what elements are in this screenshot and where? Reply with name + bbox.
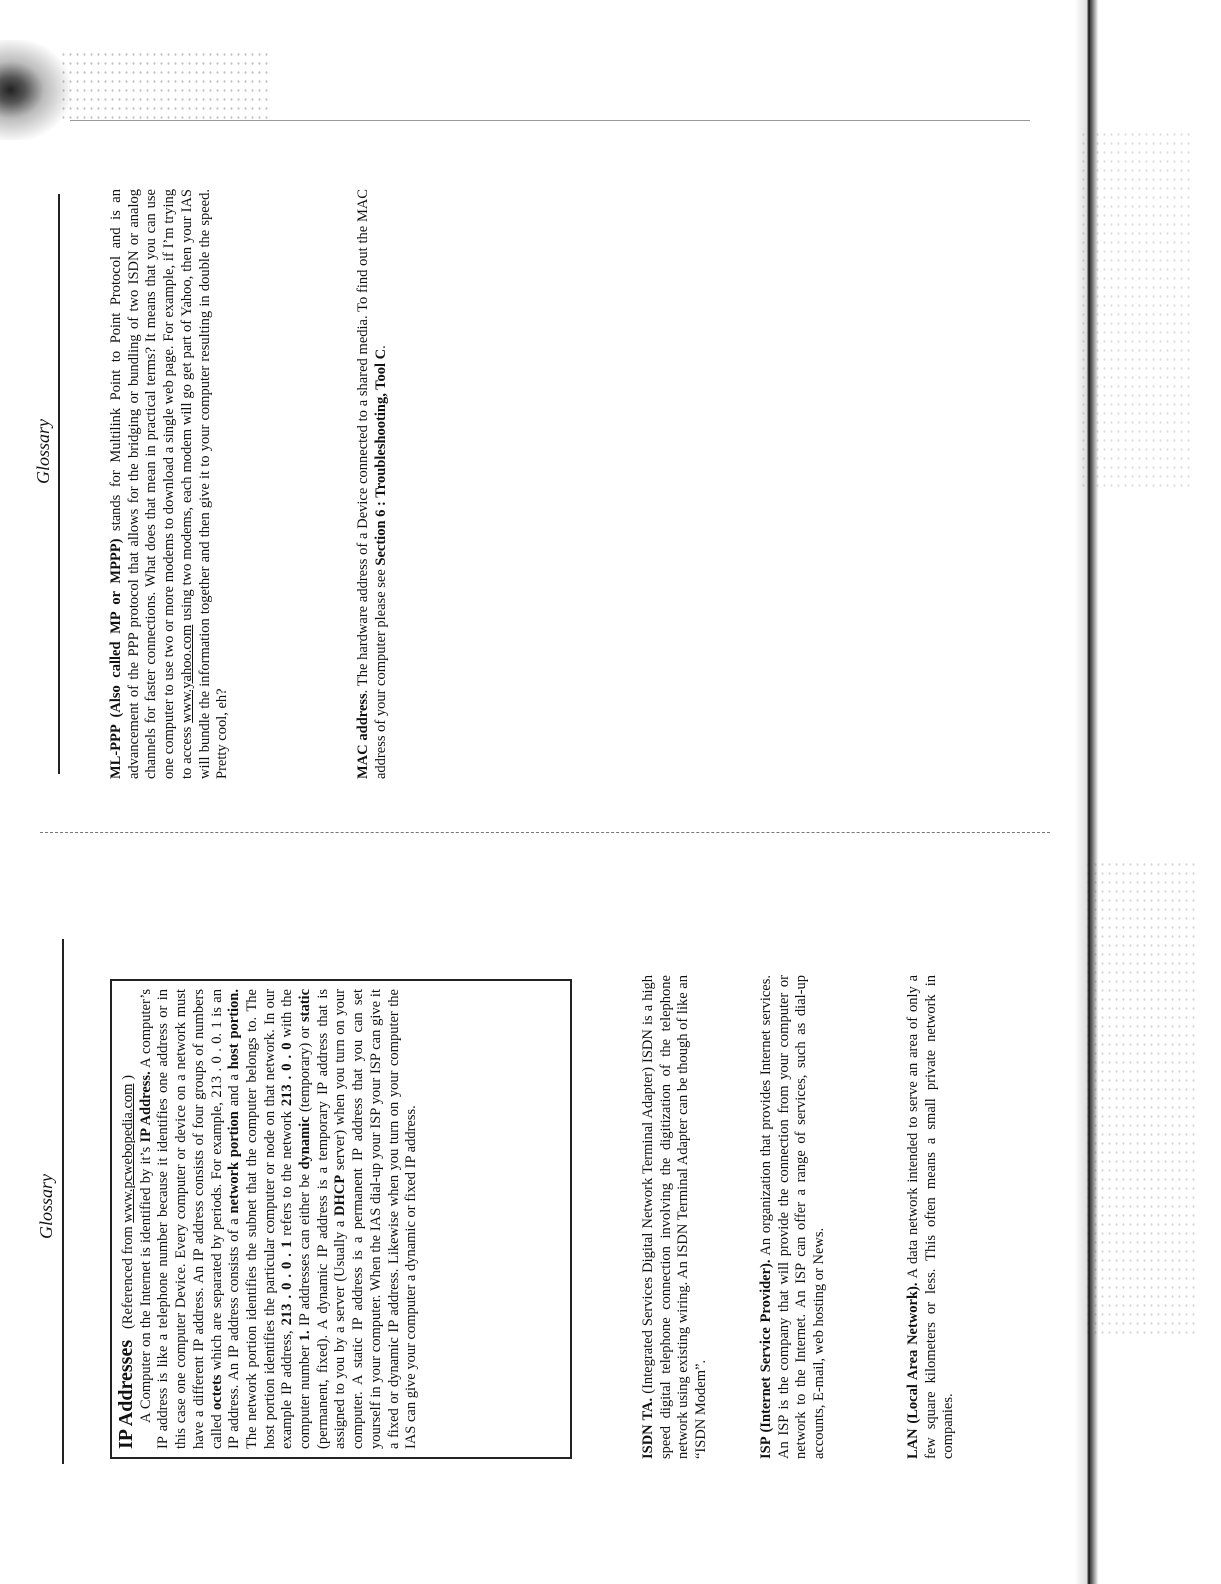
isp-entry (758, 975, 829, 1459)
ip-ref-prefix: (Referenced from (120, 1222, 136, 1330)
pcwebopedia-link[interactable]: www.pcwebopedia.com (120, 1083, 136, 1223)
lan-definition: A data network intended to serve an area of only a few square kilometers or less. This often means a small private network in companies. (905, 975, 957, 1459)
ip-bold-5: 213 . 0 . 0 . 1 (279, 1240, 296, 1326)
ip-text-8: IP addresses can either be (297, 1169, 314, 1331)
mac-address-entry (355, 189, 390, 779)
mlppp-definition-2: using two modems, each modem will go get part of Yahoo, then your IAS will bundle the information together and then give it to your computer resulting in double the speed. Pretty cool, eh? (178, 189, 231, 779)
mac-end: . (372, 345, 389, 349)
lan-entry (905, 975, 958, 1459)
ip-text-1: A Computer on the Internet is identified by it’s (137, 1142, 154, 1423)
lan-term: LAN (Local Area Network). (905, 1282, 921, 1459)
ip-bold-1: IP Address. (137, 1071, 154, 1143)
ip-bold-8: dynamic (297, 1116, 314, 1170)
left-page-header: Glossary (36, 1173, 56, 1239)
ml-ppp-entry (108, 189, 232, 779)
ip-reference (120, 1075, 136, 1336)
ip-text-4: and a (226, 1069, 243, 1112)
mlppp-definition-1: stands for Multilink Point to Point Protocol and is an advancement of the PPP protocol that allows for the bridging or bundling of two ISDN or analog channels for faster connections. What does that mean in practical terms? It means that you can use one computer to use two or more modems to download a single web page. For example, if I’m trying to access (108, 189, 195, 779)
ip-bold-9: static (297, 988, 314, 1022)
ip-text-6: refers to the network (279, 1106, 296, 1241)
ip-text-9: (temporary) or (297, 1022, 314, 1117)
ip-text-11: server) when you turn on your computer. A static IP address is a permanent IP address that you can set yourself in your computer. When the IAS dial-up your ISP your ISP can give it a fixed or dynamic IP address. Likewise when you turn on your computer the IAS can give your computer a dynamic or fixed IP address. (332, 989, 420, 1449)
ip-bold-4: host portion. (226, 989, 243, 1070)
isdn-term: ISDN TA. (640, 1397, 656, 1459)
left-header-rule (62, 939, 64, 1464)
left-page (0, 824, 1221, 1584)
ip-text-3: which are separated by periods. For example, 213 . 0 . 0. 1 is an IP address. An IP address consists of a (208, 989, 243, 1449)
yahoo-link[interactable]: www.yahoo.com (178, 624, 195, 723)
ip-bold-10: DHCP (332, 1174, 349, 1216)
right-header-rule (58, 194, 60, 774)
ip-text-10: (permanent, fixed). A dynamic IP address is a temporary IP address that is assigned to you by a server (Usually a (314, 989, 349, 1449)
isdn-ta-entry (640, 975, 711, 1459)
ip-bold-7: 1. (297, 1330, 314, 1342)
right-page-header: Glossary (33, 418, 53, 484)
isp-definition: An organization that provides Internet services. An ISP is the company that will provide the connection from your computer or network to the Internet. An ISP can offer a range of services, such as dial-up accounts, E-mail, web hosting or News. (758, 975, 828, 1459)
isp-term: ISP (Internet Service Provider). (758, 1259, 774, 1459)
ip-bold-6: 213 . 0 . 0 (279, 1042, 296, 1107)
mac-term: MAC address (355, 693, 371, 779)
mlppp-term: ML-PPP (Also called MP or MPPP) (108, 538, 124, 779)
isdn-definition: (Integrated Services Digital Network Terminal Adapter) ISDN is a high speed digital telephone connection involving the digitization of the telephone network using existing wiring. An ISDN Terminal Adapter can be though of like an “ISDN Modem”. (640, 975, 710, 1459)
ip-ref-suffix: ) (120, 1075, 136, 1084)
ip-text-2: A computer’s IP address is like a telephone number because it identifies one address or in this case one computer Device. Every computer or device on a network must have a different IP address. An IP address consists of four groups of numbers called (137, 989, 225, 1449)
ip-addresses-title: IP Addresses (115, 1339, 137, 1449)
mac-section-reference: Section 6 : Troubleshooting, Tool C (372, 348, 389, 566)
ip-bold-3: network portion (226, 1111, 243, 1214)
ip-bold-2: octets (208, 1374, 225, 1410)
ip-addresses-box (110, 979, 572, 1459)
ip-text-5: The network portion identifies the subnet that the computer belongs to. The host portion identifies the particular computer or node on that network. In our example IP address, (243, 989, 296, 1449)
ip-text-7: with the computer number (279, 989, 314, 1449)
mac-definition: . The hardware address of a Device connected to a shared media. To find out the MAC address of your computer please see (355, 189, 389, 779)
